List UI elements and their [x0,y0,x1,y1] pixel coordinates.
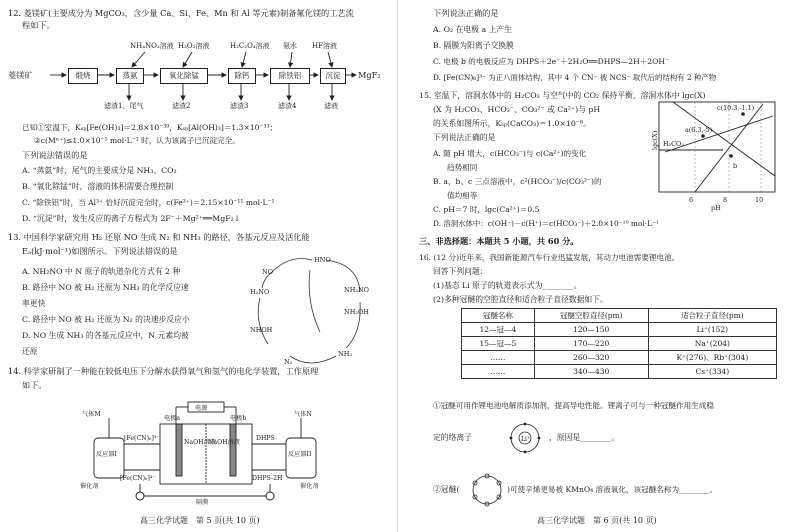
reagent-5: HF溶液 [312,42,337,50]
q15-option-a[interactable]: A. 随 pH 增大，c(HCO₃⁻)与 c(Ca²⁺)的变化 [433,149,587,158]
table-header: 适合粒子直径(pm) [648,309,776,323]
diag-nh2no: NH₂NO [344,286,369,294]
table-cell: Li⁺(152) [648,323,776,337]
table-cell: …… [462,365,535,379]
apparatus-membrane: 隔膜 [196,499,209,506]
waste-2: 滤渣2 [172,102,191,110]
q14-stem-2: 如下。 [22,380,47,390]
q15-ask: 下列说法正确的是 [433,133,496,142]
q15-chart [633,96,783,212]
waste-1: 滤渣1、尾气 [104,102,144,110]
q12-stem: 12. 菱镁矿(主要成分为 MgCO₃，含少量 Ca、Si、Fe、Mn 和 Al 等元素)制备氟化镁的工艺流 [8,8,354,18]
q16-prompt: 回答下列问题： [433,267,488,276]
table-header: 冠醚空腔直径(pm) [534,309,648,323]
q13-option-d-cont: 还原 [22,347,38,356]
table-cell: 260—320 [534,351,648,365]
diag-n2: N₂ [284,358,293,366]
apparatus-reactor-2: 反应器II [288,451,312,458]
q13-option-c[interactable]: C. 路径中 NO 被 H₂ 还原为 N₂ 的决速步反应小 [22,315,190,324]
diag-nh3: NH₃ [338,350,352,358]
flow-arrows [0,40,397,150]
waste-3: 滤渣3 [230,102,249,110]
diag-h2no: H₂NO [250,288,270,296]
apparatus-gas-m: 气体M [82,411,101,418]
table-header: 冠醚名称 [462,309,535,323]
crown-ether-table [461,308,777,379]
diag-nhoh: NHOH [250,326,273,334]
table-row [462,323,777,337]
q13-stem-2: Eₐ(kJ·mol⁻¹)如图所示。下列说法错误的是 [22,246,178,256]
q14-option-b[interactable]: B. 隔膜为阳离子交换膜 [433,41,514,50]
q14-option-d[interactable]: D. [Fe(CN)₆]³⁻ 为正八面体结构，其中 4 个 CN⁻ 被 NCS⁻ 取代后的结构有 2 种产物 [433,73,717,82]
chart-h2co3: H₂CO₃ [663,140,684,148]
table-header-row [462,309,777,323]
apparatus-reactor-1: 反应器I [96,451,118,458]
q14-option-a[interactable]: A. O₂ 在电极 a 上产生 [433,25,512,34]
q15-option-b-cont: 值均相等 [447,191,478,200]
table-row [462,365,777,379]
q15-stem-2: (X 为 H₂CO₃、HCO₃⁻、CO₃²⁻ 或 Ca²⁺)与 pH [433,105,601,114]
table-cell: K⁺(276)、Rb⁺(304) [648,351,776,365]
q14-stem: 14. 科学家研制了一种能在较低电压下分解水获得氧气和氢气的电化学装置，工作原理 [8,366,319,376]
step-ammonia: 蒸氨 [116,68,144,84]
chart-tick-10: 10 [755,196,764,204]
step-ca: 除钙 [228,68,256,84]
section-heading: 三、非选择题：本题共 5 小题，共 60 分。 [419,236,579,246]
q12-option-c[interactable]: C. “除铁铝”时，当 Al³⁺ 恰好沉淀完全时，c(Fe³⁺)＝2.15×10⁻¹¹ mol·L⁻¹ [22,198,275,207]
apparatus-catalyst-1: 催化剂 [80,483,99,490]
apparatus-dhps-2h: DHPS-2H [252,475,283,482]
q13-reaction-diagram [250,252,380,372]
table-cell: Na⁺(204) [648,337,776,351]
apparatus-power: 电源 [195,405,208,412]
q16-part-1[interactable]: (1)基态 Li 原子的轨道表示式为________。 [433,281,582,290]
chart-ylabel: lgc(X) [651,130,659,150]
chart-tick-8: 8 [723,196,728,204]
q16-part-2: (2)多种冠醚的空腔直径和适合粒子直径数据如下。 [433,295,608,304]
footer-page-5: 高三化学试题 第 5 页(共 10 页) [140,516,260,525]
q15-stem-3: 的关系如图所示，Kₛₚ(CaCO₃)＝1.0×10⁻⁸。 [433,119,591,128]
step-product: MgF₂ [358,70,381,80]
table-row [462,337,777,351]
reagent-2: H₂O₂溶液 [178,42,210,50]
q13-option-d[interactable]: D. NO 生成 NH₃ 的各基元反应中，N 元素均被 [22,331,189,340]
apparatus-catalyst-2: 催化剂 [300,483,319,490]
q16-sub-2-answer[interactable]: )可使辛烯更易被 KMnO₄ 溶液氧化，该冠醚名称为________。 [507,485,718,494]
table-cell: …… [462,351,535,365]
q13-option-b[interactable]: B. 路径中 NO 被 H₂ 还原为 NH₃ 的化学反应速 [22,283,189,292]
table-row [462,351,777,365]
apparatus-naoh-2: NaOH溶液 [208,439,240,446]
step-mn: 氧化除锰 [160,68,208,84]
q12-option-d[interactable]: D. “沉淀”时，发生反应的离子方程式为 2F⁻＋Mg²⁺══MgF₂↓ [22,214,241,223]
q15-option-d[interactable]: D. 溶洞水体中：c(OH⁻)－c(H⁺)＝c(HCO₃⁻)＋2.0×10⁻¹⁰ mol·L⁻¹ [433,219,659,228]
step-fe-al: 除铁铝 [270,68,310,84]
diag-hno: HNO [314,256,331,264]
waste-4: 滤渣4 [278,102,297,110]
reagent-1: NH₄NO₃溶液 [130,42,174,50]
apparatus-electrode-a: 电极a [164,415,181,422]
step-calcine: 煅烧 [68,68,98,84]
table-cell: 15—冠—5 [462,337,535,351]
chart-point-a: a(6.3,-5) [685,126,713,134]
step-ppt: 沉淀 [320,68,346,84]
apparatus-fecn-3: [Fe(CN)₆]³⁻ [124,435,160,442]
chart-xlabel: pH [711,204,721,212]
q15-option-c[interactable]: C. pH＝7 时，lgc(Ca²⁺)＝0.5 [433,205,540,214]
reagent-4: 氨水 [283,42,297,50]
q15-option-b[interactable]: B. a、b、c 三点溶液中，c²(HCO₃⁻)/c(CO₃²⁻)的 [433,177,602,186]
q16-stem: 16. (12 分)近年来，我国新能源汽车行业迅猛发展，其动力电池需要锂电池。 [419,253,680,262]
q15-stem: 15. 室温下，溶洞水体中的 H₂CO₃ 与空气中的 CO₂ 保持平衡，溶洞水体中 lgc(X) [419,91,706,100]
q12-stem-2: 程如下。 [22,20,55,30]
chart-point-b: b [733,162,738,170]
q12-option-b[interactable]: B. “氧化除锰”时，溶液的体积需要合理控制 [22,182,174,191]
crown-ether-ring-structure [467,470,507,510]
apparatus-electrode-b: 电极b [230,415,247,422]
q16-sub-2: ②冠醚( [433,485,460,494]
table-cell: 120—150 [534,323,648,337]
apparatus-naoh-1: NaOH溶液 [184,439,216,446]
q14-apparatus [80,396,340,506]
q12-option-a[interactable]: A. “蒸氨”时，尾气的主要成分是 NH₃、CO₂ [22,166,177,175]
q15-option-a-cont: 趋势相同 [447,163,478,172]
apparatus-fecn-4: [Fe(CN)₆]⁴⁻ [120,475,156,482]
q14-ask: 下列说法正确的是 [433,8,499,18]
diag-nh2oh: NH₂OH [344,308,369,316]
right-page [397,0,794,532]
table-cell: 170—220 [534,337,648,351]
q12-info-2: ②c(Mⁿ⁺)≤1.0×10⁻⁵ mol·L⁻¹ 时，认为该离子已沉淀完全。 [34,136,240,145]
footer-page-6: 高三化学试题 第 6 页(共 10 页) [537,516,657,525]
q14-option-c[interactable]: C. 电极 b 的电极反应为 DHPS＋2e⁻＋2H₂O══DHPS—2H＋2OH⁻ [433,57,669,66]
q13-option-a[interactable]: A. NH₂NO 中 N 原子的轨道杂化方式有 2 种 [22,267,181,276]
table-cell: 340—430 [534,365,648,379]
diag-no: NO [262,268,274,276]
step-raw: 菱镁矿 [8,70,33,80]
apparatus-gas-n: 气体N [294,411,312,418]
chart-tick-6: 6 [689,196,694,204]
svg-text:Li⁺: Li⁺ [521,436,531,443]
waste-5: 滤液 [324,102,338,110]
q16-sub-1: ①冠醚可用作锂电池电解质添加剂，提高导电性能。锂离子可与一种冠醚作用生成稳 [433,401,714,410]
table-cell: Cs⁺(334) [648,365,776,379]
apparatus-dhps: DHPS [256,435,275,442]
q12-ask: 下列说法错误的是 [22,150,88,160]
q16-sub-1-cont: 定的络离子 [433,433,472,442]
q16-sub-1-answer[interactable]: ，原因是________。 [549,433,620,442]
crown-ether-li-structure [503,418,547,458]
reagent-3: H₂C₂O₄溶液 [230,42,270,50]
chart-point-c: c(10.3,-1.1) [717,104,755,112]
q13-option-b-cont: 率更快 [22,299,46,308]
table-cell: 12—冠—4 [462,323,535,337]
q13-stem: 13. 中国科学家研究用 H₂ 还原 NO 生成 N₂ 和 NH₃ 的路径，各基元反应及活化能 [8,232,310,242]
q12-info-1: 已知①室温下，Kₛₚ[Fe(OH)₃]＝2.8×10⁻³⁹，Kₛₚ[Al(OH)₃]＝1.3×10⁻³³； [22,123,278,132]
